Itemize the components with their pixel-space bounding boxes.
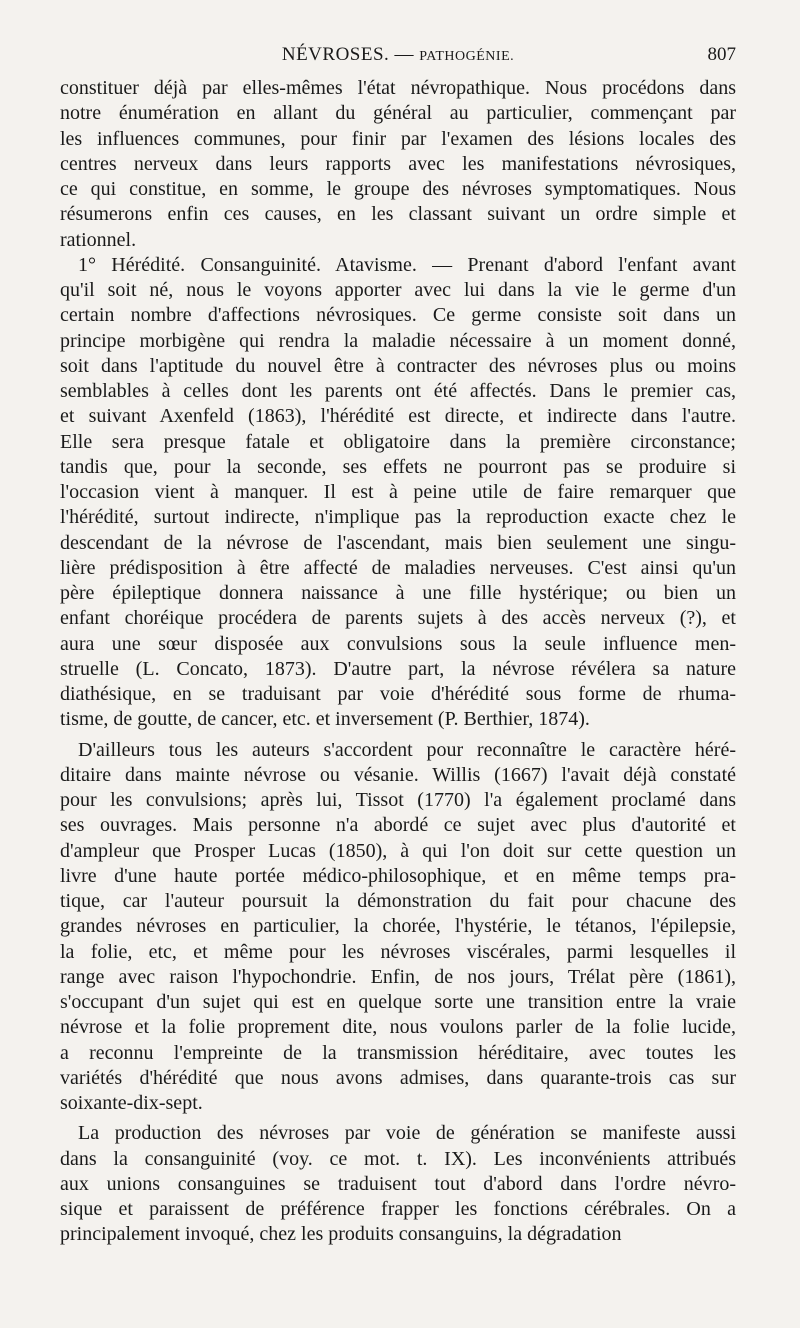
text-line: descendant de la névrose de l'ascendant, mais bien seulement une singu-: [60, 531, 736, 554]
title-part-2: PATHOGÉNIE.: [419, 49, 515, 64]
text-line: résumerons enfin ces causes, en les classant suivant un ordre simple et: [60, 203, 736, 226]
text-line: l'occasion vient à manquer. Il est à peine utile de faire remarquer que: [60, 481, 736, 503]
text-line: 1° Hérédité. Consanguinité. Atavisme. — Prenant d'abord l'enfant avant: [78, 253, 736, 276]
text-line: ce qui constitue, en somme, le groupe des névroses symptomatiques. Nous: [60, 178, 736, 200]
text-line: grandes névroses en particulier, la chorée, l'hystérie, le tétanos, l'épilepsie,: [60, 915, 736, 938]
text-line: qu'il soit né, nous le voyons apporter avec lui dans la vie le germe d'un: [60, 279, 736, 301]
text-line: ses ouvrages. Mais personne n'a abordé ce sujet avec plus d'autorité et: [60, 814, 736, 837]
text-line: névrose et la folie proprement dite, nous voulons parler de la folie lucide,: [60, 1016, 736, 1039]
text-line: la folie, etc, et même pour les névroses viscérales, parmi lesquelles il: [60, 940, 736, 963]
text-line: tique, car l'auteur poursuit la démonstration du fait pour chacune des: [60, 890, 736, 912]
text-line: ditaire dans mainte névrose ou vésanie. Willis (1667) l'avait déjà constaté: [60, 763, 736, 786]
text-line: semblables à celles dont les parents ont été affectés. Dans le premier cas,: [60, 380, 736, 402]
text-line: certain nombre d'affections névrosiques. Ce germe consiste soit dans un: [60, 304, 736, 327]
text-line: principalement invoqué, chez les produits consanguins, la dégradation: [60, 1223, 622, 1246]
text-line: soixante-dix-sept.: [60, 1092, 203, 1114]
body-text: [60, 76, 736, 1248]
text-line: lière prédisposition à être affecté de maladies nerveuses. C'est ainsi qu'un: [60, 556, 736, 579]
text-line: sique et paraissent de préférence frapper les fonctions cérébrales. On a: [60, 1198, 736, 1220]
text-line: centres nerveux dans leurs rapports avec les manifestations névrosiques,: [60, 152, 736, 175]
text-line: d'ampleur que Prosper Lucas (1850), à qui l'on doit sur cette question un: [60, 839, 736, 862]
text-line: soit dans l'aptitude du nouvel être à contracter des névroses plus ou moins: [60, 354, 736, 377]
text-line: père épileptique donnera naissance à une fille hystérique; ou bien un: [60, 582, 736, 604]
text-line: Elle sera presque fatale et obligatoire dans la première circonstance;: [60, 430, 736, 453]
text-line: tisme, de goutte, de cancer, etc. et inversement (P. Berthier, 1874).: [60, 708, 590, 731]
text-line: range avec raison l'hypochondrie. Enfin, de nos jours, Trélat père (1861),: [60, 965, 736, 988]
text-line: variétés d'hérédité que nous avons admises, dans quarante-trois cas sur: [60, 1066, 736, 1089]
text-line: enfant choréique procédera de parents sujets à des accès nerveux (?), et: [60, 607, 736, 630]
text-line: La production des névroses par voie de génération se manifeste aussi: [78, 1122, 736, 1145]
text-line: l'hérédité, surtout indirecte, n'implique pas la reproduction exacte chez le: [60, 506, 736, 529]
text-line: et suivant Axenfeld (1863), l'hérédité est directe, et indirecte dans l'autre.: [60, 405, 736, 428]
text-line: D'ailleurs tous les auteurs s'accordent pour reconnaître le caractère héré-: [78, 738, 736, 761]
text-line: principe morbigène qui rendra la maladie nécessaire à un moment donné,: [60, 329, 736, 352]
text-line: tandis que, pour la seconde, ses effets ne pourront pas se produire si: [60, 455, 736, 478]
text-line: pour les convulsions; après lui, Tissot (1770) l'a également proclamé dans: [60, 789, 736, 811]
text-line: s'occupant d'un sujet qui est en quelque sorte une transition entre la vraie: [60, 991, 736, 1013]
text-line: struelle (L. Concato, 1873). D'autre part, la névrose révélera sa nature: [60, 657, 736, 680]
text-line: constituer déjà par elles-mêmes l'état névropathique. Nous procédons dans: [60, 77, 736, 99]
text-line: a reconnu l'empreinte de la transmission héréditaire, avec toutes les: [60, 1041, 736, 1064]
page-number: 807: [707, 44, 736, 65]
text-line: rationnel.: [60, 228, 137, 251]
text-line: aura une sœur disposée aux convulsions sous la seule influence men-: [60, 632, 736, 655]
text-line: livre d'une haute portée médico-philosophique, et en même temps pra-: [60, 864, 736, 887]
running-title: [60, 44, 736, 66]
text-line: les influences communes, pour finir par l'examen des lésions locales des: [60, 127, 736, 150]
running-header: [60, 44, 736, 70]
text-line: aux unions consanguines se traduisent tout d'abord dans l'ordre névro-: [60, 1172, 736, 1195]
title-part-1: NÉVROSES. —: [281, 44, 420, 65]
text-line: dans la consanguinité (voy. ce mot. t. IX). Les inconvénients attribués: [60, 1147, 736, 1170]
text-line: diathésique, en se traduisant par voie d'hérédité sous forme de rhuma-: [60, 683, 736, 705]
text-line: notre énumération en allant du général au particulier, commençant par: [60, 102, 736, 125]
